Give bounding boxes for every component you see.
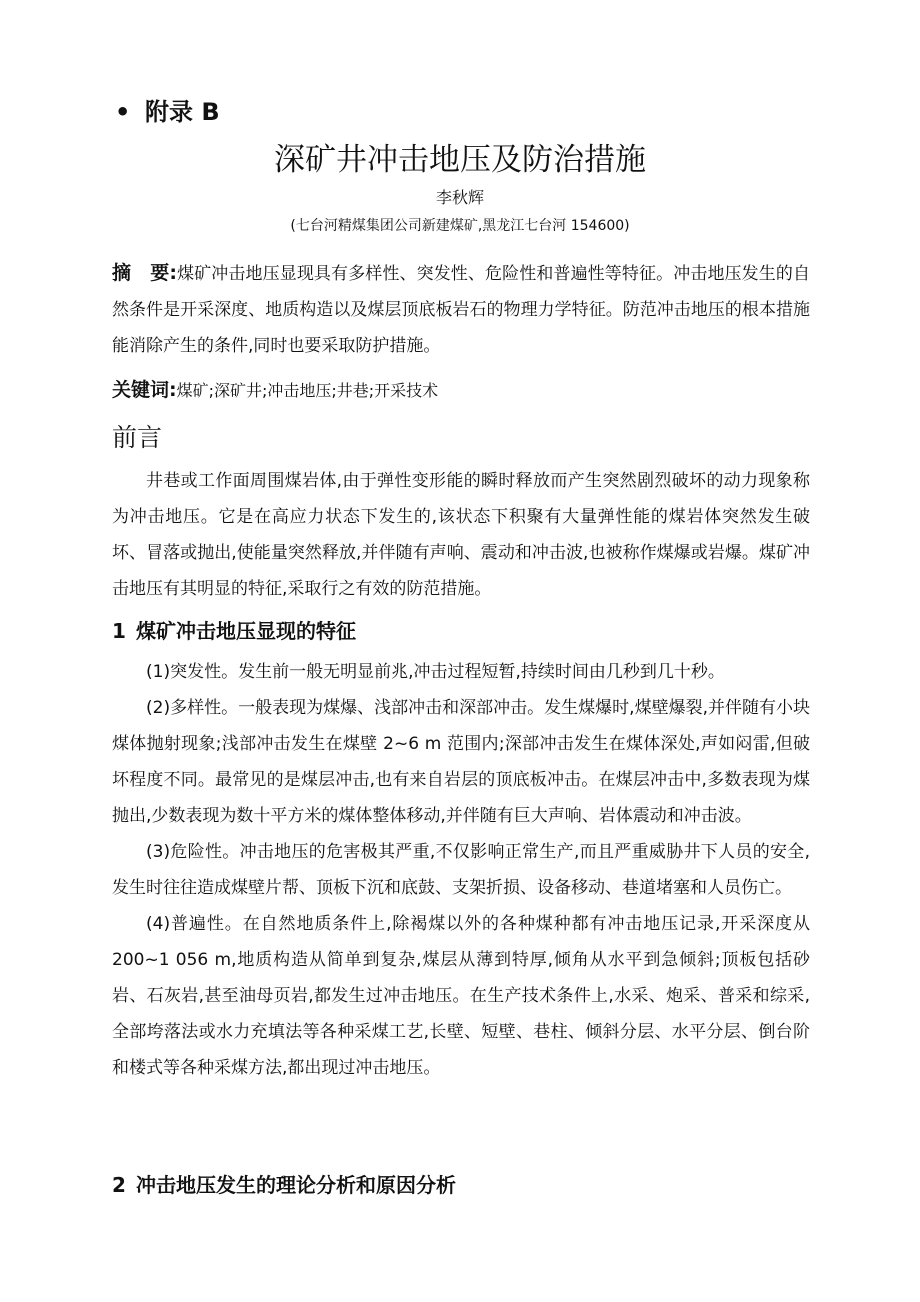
- author-name: 李秋辉: [435, 188, 484, 207]
- section-1-body: [112, 654, 810, 1086]
- author-affiliation: (七台河精煤集团公司新建煤矿,黑龙江七台河 154600): [290, 218, 630, 234]
- section-1-number: 1: [112, 619, 126, 643]
- section-2-number: 2: [112, 1173, 126, 1197]
- section-1-paragraph-1: (1)突发性。发生前一般无明显前兆,冲击过程短暂,持续时间由几秒到几十秒。: [146, 662, 725, 682]
- keywords-label: 关键词:: [112, 379, 177, 401]
- section-1-title: 煤矿冲击地压显现的特征: [136, 619, 356, 643]
- bullet-icon: •: [115, 98, 131, 126]
- section-1-paragraph-4: (4)普遍性。在自然地质条件上,除褐煤以外的各种煤种都有冲击地压记录,开采深度从 200~1 056 m,地质构造从简单到复杂,煤层从薄到特厚,倾角从水平到急倾斜;顶板包括砂岩、石灰岩,甚至油母页岩,都发生过冲击地压。在生产技术条件上,水采、炮采、普采和综采,全部垮落法或水力充填法等各种采煤工艺,长壁、短壁、巷柱、倾斜分层、水平分层、倒台阶和楼式等各种采煤方法,都出现过冲击地压。: [112, 914, 810, 1078]
- appendix-label: 附录 B: [145, 98, 220, 126]
- abstract-text: 煤矿冲击地压显现具有多样性、突发性、危险性和普遍性等特征。冲击地压发生的自然条件是开采深度、地质构造以及煤层顶底板岩石的物理力学特征。防范冲击地压的根本措施能消除产生的条件,同时也要采取防护措施。: [112, 264, 810, 356]
- preface-heading: 前言: [112, 423, 163, 452]
- section-2-heading: [112, 1170, 456, 1200]
- section-1-paragraph-3: (3)危险性。冲击地压的危害极其严重,不仅影响正常生产,而且严重威胁井下人员的安全,发生时往往造成煤壁片帮、顶板下沉和底鼓、支架折损、设备移动、巷道堵塞和人员伤亡。: [112, 842, 810, 898]
- section-1-heading: [112, 616, 356, 646]
- section-1-paragraph-2: (2)多样性。一般表现为煤爆、浅部冲击和深部冲击。发生煤爆时,煤壁爆裂,并伴随有小块煤体抛射现象;浅部冲击发生在煤壁 2~6 m 范围内;深部冲击发生在煤体深处,声如闷雷,但破坏程度不同。最常见的是煤层冲击,也有来自岩层的顶底板冲击。在煤层冲击中,多数表现为煤抛出,少数表现为数十平方米的煤体整体移动,并伴随有巨大声响、岩体震动和冲击波。: [112, 698, 810, 826]
- abstract: [112, 255, 810, 364]
- keywords-text: 煤矿;深矿井;冲击地压;井巷;开采技术: [176, 381, 439, 400]
- section-2-title: 冲击地压发生的理论分析和原因分析: [136, 1173, 456, 1197]
- keywords: [112, 374, 810, 407]
- preface-paragraph: 井巷或工作面周围煤岩体,由于弹性变形能的瞬时释放而产生突然剧烈破坏的动力现象称为冲击地压。它是在高应力状态下发生的,该状态下积聚有大量弹性能的煤岩体突然发生破坏、冒落或抛出,使能量突然释放,并伴随有声响、震动和冲击波,也被称作煤爆或岩爆。煤矿冲击地压有其明显的特征,采取行之有效的防范措施。: [112, 471, 810, 599]
- document-title: 深矿井冲击地压及防治措施: [274, 142, 646, 178]
- abstract-label: 摘 要:: [112, 262, 177, 284]
- appendix-heading: [115, 96, 220, 128]
